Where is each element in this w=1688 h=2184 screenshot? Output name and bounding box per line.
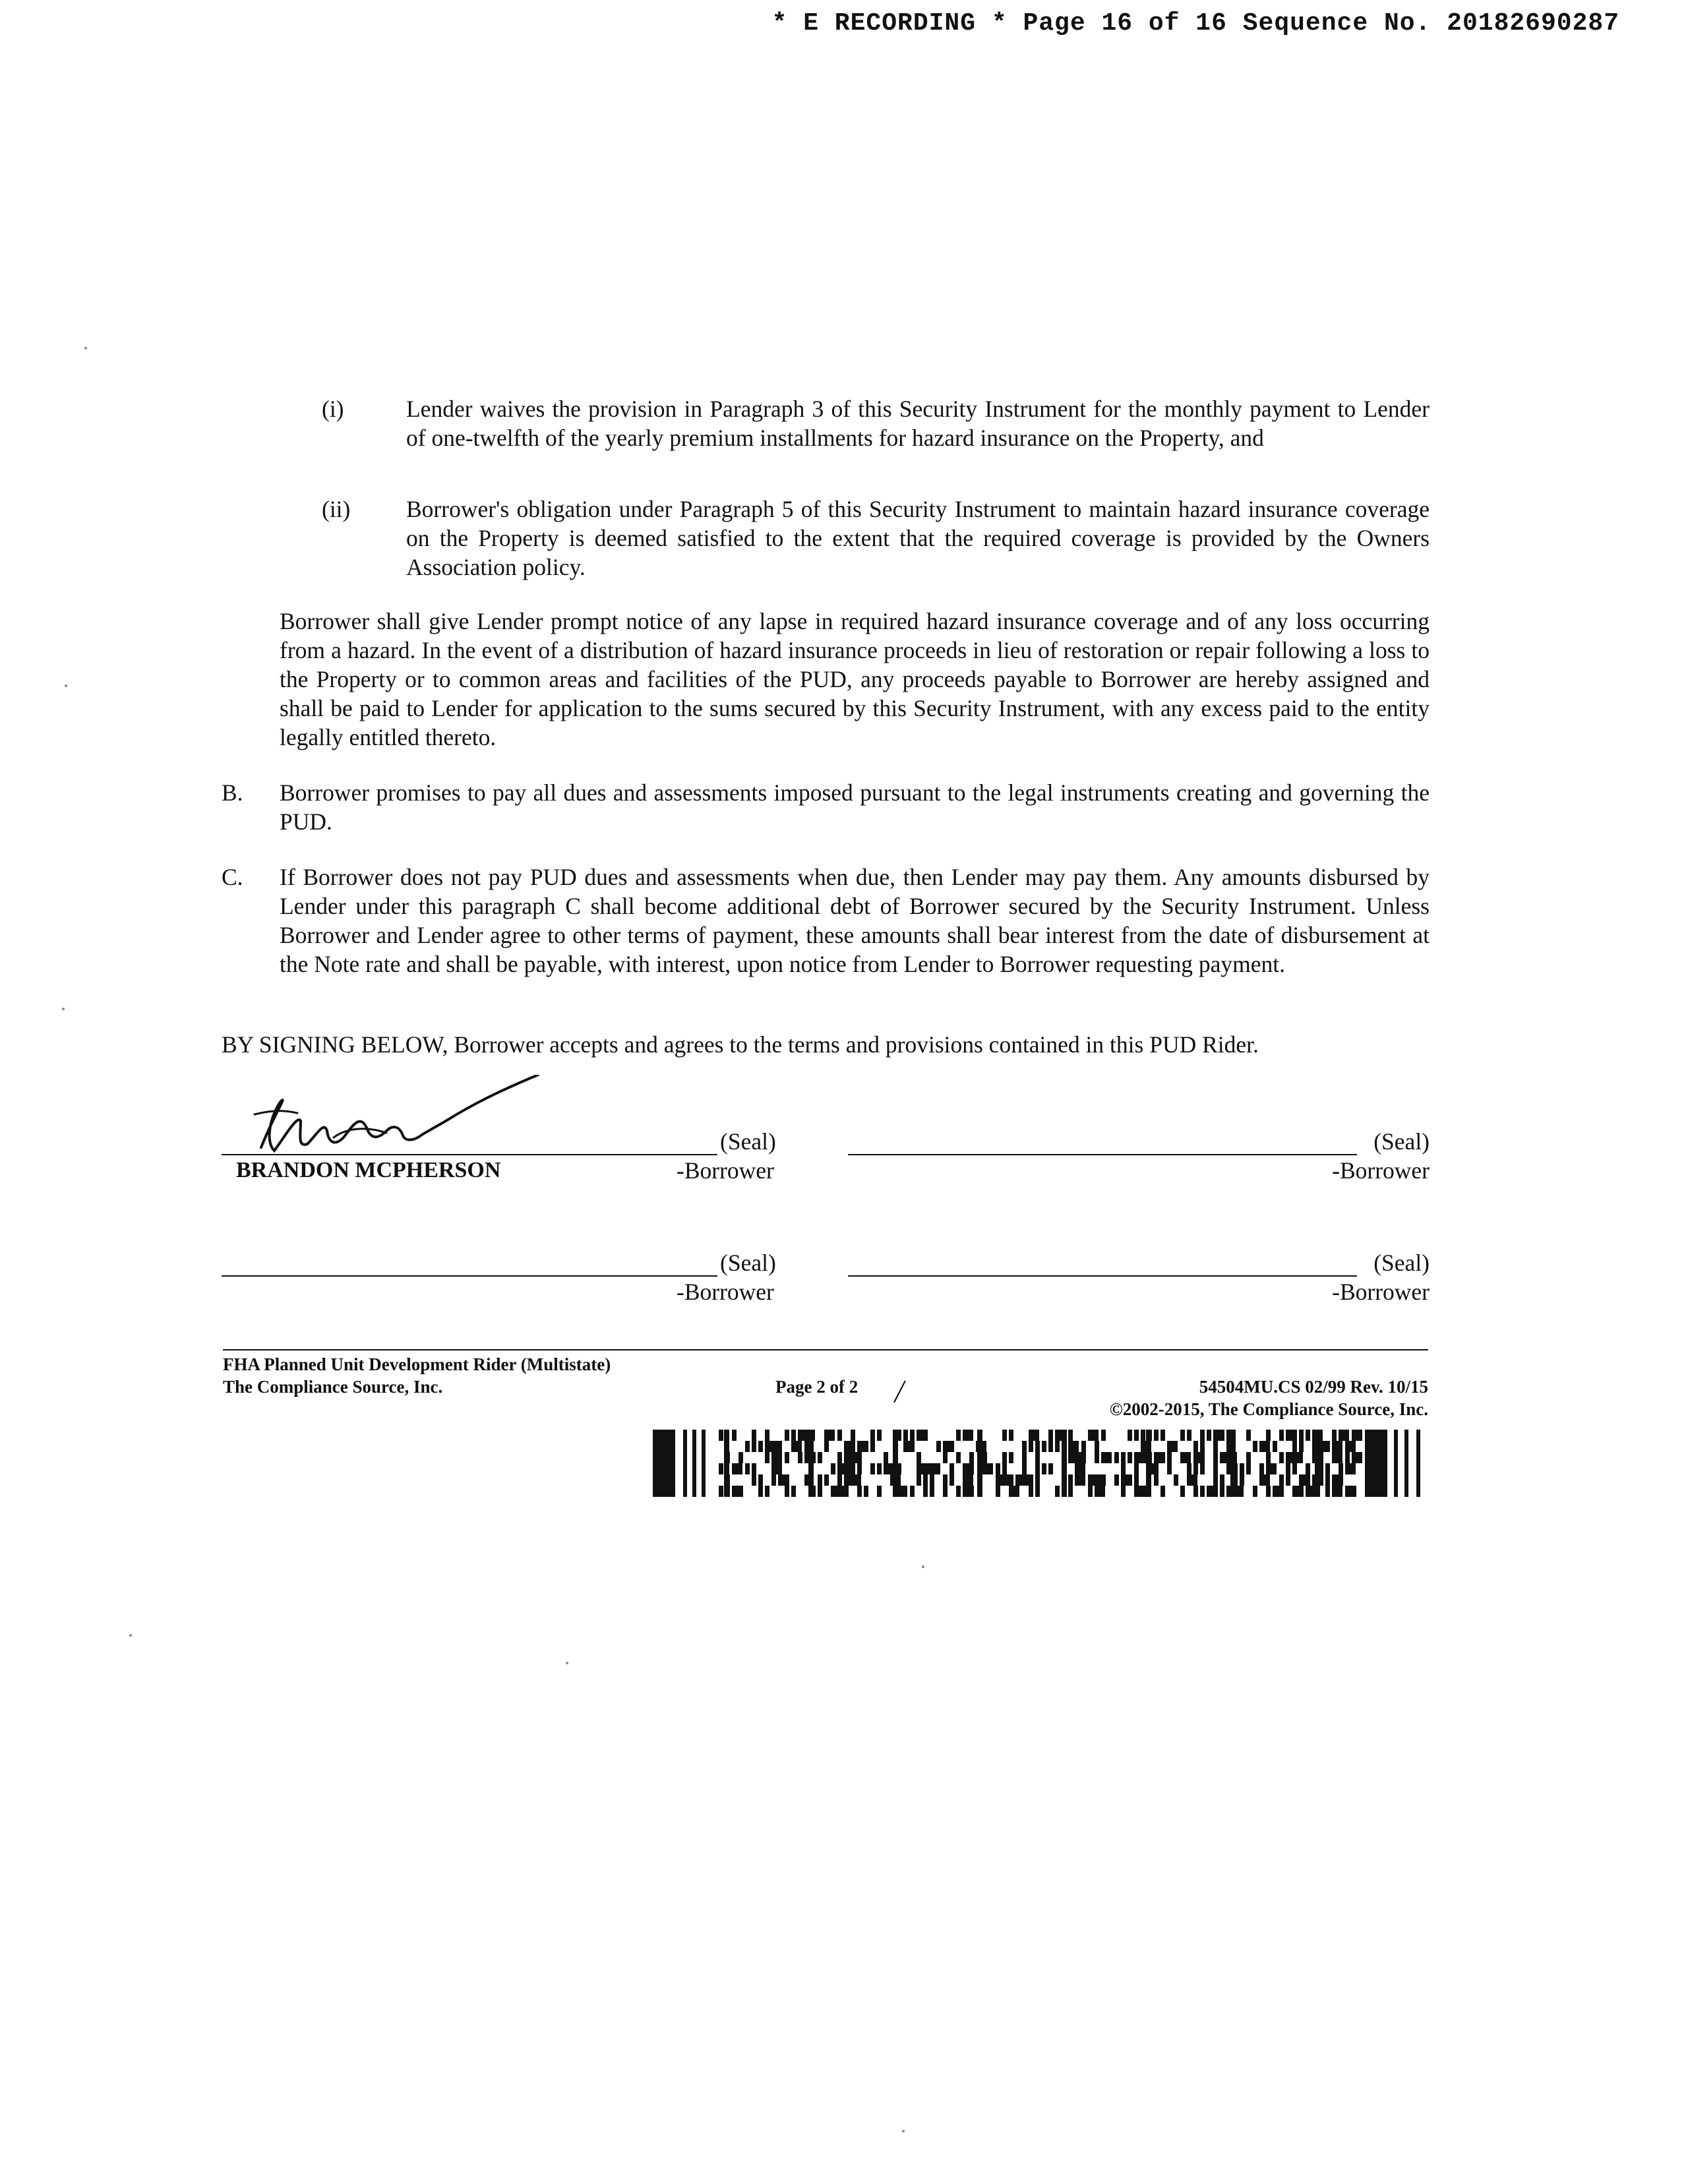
footer-page-number: Page 2 of 2	[775, 1377, 859, 1397]
seal-label: (Seal)	[720, 1128, 776, 1155]
list-item-i	[322, 394, 1430, 484]
section-b	[222, 778, 1430, 839]
section-text: Borrower promises to pay all dues and assessments imposed pursuant to the legal instruments creating and governing the PUD.	[280, 779, 1430, 835]
borrower-label: -Borrower	[677, 1157, 774, 1184]
signature-line	[222, 1154, 717, 1155]
borrower-label: -Borrower	[677, 1279, 774, 1305]
item-marker: (i)	[322, 396, 344, 422]
borrower-label: -Borrower	[1332, 1157, 1430, 1184]
signing-statement: BY SIGNING BELOW, Borrower accepts and agrees to the terms and provisions contained in this PUD Rider.	[222, 1031, 1259, 1058]
signer-name: BRANDON MCPHERSON	[236, 1158, 501, 1182]
item-text: Lender waives the provision in Paragraph 3 of this Security Instrument for the monthly payment to Lender of one-twelfth of the yearly premium installments for hazard insurance on the Property, and	[406, 396, 1430, 451]
seal-label: (Seal)	[1373, 1128, 1430, 1155]
section-marker: B.	[222, 779, 243, 806]
section-text: If Borrower does not pay PUD dues and assessments when due, then Lender may pay them. Any amounts disbursed by Lender under this paragraph C shall become additional debt of Borrower secured by the Security Instrument. Unless Borrower and Lender agree to other terms of payment, these amounts shall bear interest from the date of disbursement at the Note rate and shall be payable, with interest, upon notice from Lender to Borrower requesting payment.	[280, 864, 1430, 977]
signature-block-4	[848, 1196, 1430, 1308]
signature-line	[848, 1275, 1357, 1277]
seal-label: (Seal)	[720, 1250, 776, 1276]
footer-publisher: The Compliance Source, Inc.	[223, 1377, 443, 1397]
barcode-icon	[653, 1430, 1428, 1497]
signature-line	[222, 1275, 717, 1277]
signature-block-2	[848, 1075, 1430, 1187]
footer-copyright: ©2002-2015, The Compliance Source, Inc.	[1109, 1399, 1428, 1419]
item-text: Borrower's obligation under Paragraph 5 of this Security Instrument to maintain hazard insurance coverage on the Property is deemed satisfied to the extent that the required coverage is provided by the Owners Association policy.	[406, 496, 1430, 580]
list-item-ii	[322, 495, 1430, 584]
section-c	[222, 863, 1430, 1010]
section-marker: C.	[222, 864, 243, 890]
footer-rule	[223, 1349, 1428, 1350]
signature-block-1	[222, 1075, 789, 1187]
signature-line	[848, 1154, 1357, 1155]
seal-label: (Seal)	[1373, 1250, 1430, 1276]
footer-form-title: FHA Planned Unit Development Rider (Multistate)	[223, 1354, 611, 1374]
borrower-label: -Borrower	[1332, 1279, 1430, 1305]
footer-form-code: 54504MU.CS 02/99 Rev. 10/15	[1199, 1377, 1428, 1397]
pen-mark-icon: ╱	[894, 1382, 905, 1403]
hazard-paragraph: Borrower shall give Lender prompt notice of any lapse in required hazard insurance coverage and of any loss occurring from a hazard. In the event of a distribution of hazard insurance proceeds in lieu of restoration or repair following a loss to the Property or to common areas and facilities of the PUD, any proceeds payable to Borrower are hereby assigned and shall be paid to Lender for application to the sums secured by this Security Instrument, with any excess paid to the entity legally entitled thereto.	[280, 608, 1430, 750]
signature-block-3	[222, 1196, 789, 1308]
recording-header: * E RECORDING * Page 16 of 16 Sequence No. 20182690287	[771, 9, 1619, 38]
item-marker: (ii)	[322, 496, 351, 522]
